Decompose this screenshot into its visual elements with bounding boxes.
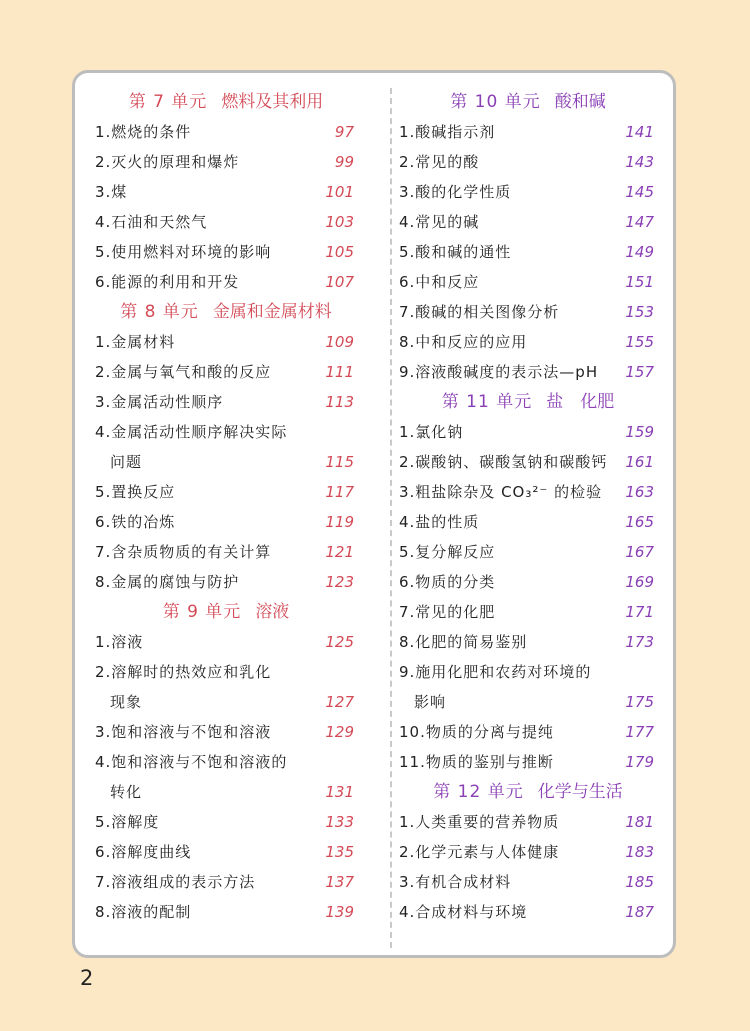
toc-entry[interactable] — [90, 897, 362, 927]
entry-title: 影响 — [414, 693, 447, 711]
entry-page-number: 137 — [325, 873, 354, 891]
entry-page-number: 101 — [325, 183, 354, 201]
entry-title: 5.酸和碱的通性 — [399, 243, 512, 261]
toc-entry[interactable] — [394, 717, 662, 747]
entry-page-number: 167 — [625, 543, 654, 561]
unit-number: 第 9 单元 — [162, 602, 242, 622]
entry-page-number: 127 — [325, 693, 354, 711]
toc-entry[interactable] — [90, 837, 362, 867]
entry-title: 4.金属活动性顺序解决实际 — [95, 423, 288, 441]
entry-title: 9.溶液酸碱度的表示法—pH — [399, 363, 599, 381]
entry-page-number: 111 — [325, 363, 354, 381]
left-column — [90, 87, 362, 927]
toc-entry[interactable] — [394, 507, 662, 537]
toc-entry[interactable] — [394, 417, 662, 447]
entry-page-number: 131 — [325, 783, 354, 801]
entry-title: 6.物质的分类 — [399, 573, 496, 591]
entry-title: 3.粗盐除杂及 CO₃²⁻ 的检验 — [399, 483, 603, 501]
entry-page-number: 163 — [625, 483, 654, 501]
entry-page-number: 185 — [625, 873, 654, 891]
toc-entry[interactable] — [394, 807, 662, 837]
toc-entry[interactable] — [90, 387, 362, 417]
toc-entry[interactable] — [394, 867, 662, 897]
entry-title: 4.合成材料与环境 — [399, 903, 528, 921]
entry-page-number: 165 — [625, 513, 654, 531]
unit-name: 化学与生活 — [537, 782, 623, 802]
entry-page-number: 161 — [625, 453, 654, 471]
entry-title: 6.溶解度曲线 — [95, 843, 192, 861]
toc-entry[interactable] — [394, 537, 662, 567]
entry-page-number: 175 — [625, 693, 654, 711]
toc-entry[interactable] — [90, 807, 362, 837]
unit-heading — [90, 597, 362, 627]
entry-page-number: 141 — [625, 123, 654, 141]
unit-heading — [394, 87, 662, 117]
entry-title: 7.溶液组成的表示方法 — [95, 873, 256, 891]
entry-title: 8.化肥的简易鉴别 — [399, 633, 528, 651]
entry-page-number: 171 — [625, 603, 654, 621]
entry-title: 5.溶解度 — [95, 813, 160, 831]
toc-entry[interactable] — [394, 327, 662, 357]
entry-page-number: 151 — [625, 273, 654, 291]
entry-page-number: 149 — [625, 243, 654, 261]
entry-title: 9.施用化肥和农药对环境的 — [399, 663, 592, 681]
entry-title: 8.金属的腐蚀与防护 — [95, 573, 240, 591]
unit-name: 盐 化肥 — [546, 392, 615, 412]
entry-page-number: 155 — [625, 333, 654, 351]
toc-entry[interactable] — [90, 447, 362, 477]
toc-entry[interactable] — [90, 237, 362, 267]
toc-entry[interactable] — [394, 837, 662, 867]
toc-entry[interactable] — [90, 627, 362, 657]
toc-entry[interactable] — [90, 207, 362, 237]
unit-heading — [394, 777, 662, 807]
toc-entry[interactable] — [90, 177, 362, 207]
entry-page-number: 105 — [325, 243, 354, 261]
toc-entry[interactable] — [90, 357, 362, 387]
toc-entry[interactable] — [394, 357, 662, 387]
entry-title: 1.氯化钠 — [399, 423, 464, 441]
entry-page-number: 159 — [625, 423, 654, 441]
entry-title: 4.石油和天然气 — [95, 213, 208, 231]
unit-number: 第 11 单元 — [441, 392, 533, 412]
entry-title: 5.使用燃料对环境的影响 — [95, 243, 272, 261]
entry-page-number: 147 — [625, 213, 654, 231]
toc-entry[interactable] — [394, 897, 662, 927]
entry-page-number: 143 — [625, 153, 654, 171]
entry-title: 2.碳酸钠、碳酸氢钠和碳酸钙 — [399, 453, 608, 471]
entry-page-number: 157 — [625, 363, 654, 381]
unit-name: 酸和碱 — [554, 92, 606, 112]
entry-title: 转化 — [110, 783, 143, 801]
toc-entry[interactable] — [90, 477, 362, 507]
entry-page-number: 117 — [325, 483, 354, 501]
entry-title: 4.常见的碱 — [399, 213, 480, 231]
toc-entry[interactable] — [394, 597, 662, 627]
entry-page-number: 183 — [625, 843, 654, 861]
column-divider — [390, 88, 392, 948]
entry-title: 2.灭火的原理和爆炸 — [95, 153, 240, 171]
toc-entry[interactable] — [90, 147, 362, 177]
entry-title: 7.含杂质物质的有关计算 — [95, 543, 272, 561]
toc-entry[interactable] — [90, 537, 362, 567]
toc-entry[interactable] — [394, 627, 662, 657]
toc-entry[interactable] — [90, 717, 362, 747]
toc-entry[interactable] — [90, 567, 362, 597]
toc-entry[interactable] — [90, 417, 362, 447]
entry-title: 5.置换反应 — [95, 483, 176, 501]
unit-number: 第 10 单元 — [450, 92, 541, 112]
entry-title: 8.溶液的配制 — [95, 903, 192, 921]
unit-heading — [394, 387, 662, 417]
unit-heading — [90, 87, 362, 117]
toc-entry[interactable] — [90, 687, 362, 717]
entry-page-number: 123 — [325, 573, 354, 591]
entry-title: 6.能源的利用和开发 — [95, 273, 240, 291]
entry-title: 1.燃烧的条件 — [95, 123, 192, 141]
toc-entry[interactable] — [394, 177, 662, 207]
entry-page-number: 139 — [325, 903, 354, 921]
unit-number: 第 12 单元 — [433, 782, 524, 802]
entry-title: 3.酸的化学性质 — [399, 183, 512, 201]
entry-page-number: 179 — [625, 753, 654, 771]
toc-entry[interactable] — [90, 117, 362, 147]
entry-page-number: 177 — [625, 723, 654, 741]
entry-title: 3.金属活动性顺序 — [95, 393, 224, 411]
toc-entry[interactable] — [394, 447, 662, 477]
entry-title: 10.物质的分离与提纯 — [399, 723, 554, 741]
entry-title: 7.酸碱的相关图像分析 — [399, 303, 560, 321]
unit-heading — [90, 297, 362, 327]
entry-title: 问题 — [110, 453, 143, 471]
toc-entry[interactable] — [394, 117, 662, 147]
entry-title: 4.盐的性质 — [399, 513, 480, 531]
entry-title: 2.金属与氧气和酸的反应 — [95, 363, 272, 381]
unit-name: 金属和金属材料 — [212, 302, 332, 322]
toc-entry[interactable] — [394, 687, 662, 717]
entry-page-number: 121 — [325, 543, 354, 561]
toc-entry[interactable] — [90, 777, 362, 807]
toc-entry[interactable] — [394, 567, 662, 597]
unit-number: 第 8 单元 — [120, 302, 199, 322]
entry-page-number: 187 — [625, 903, 654, 921]
entry-page-number: 173 — [625, 633, 654, 651]
entry-title: 2.溶解时的热效应和乳化 — [95, 663, 272, 681]
entry-title: 1.金属材料 — [95, 333, 176, 351]
toc-entry[interactable] — [394, 657, 662, 687]
entry-page-number: 145 — [625, 183, 654, 201]
entry-page-number: 115 — [325, 453, 354, 471]
entry-page-number: 113 — [325, 393, 354, 411]
entry-title: 6.中和反应 — [399, 273, 480, 291]
entry-title: 4.饱和溶液与不饱和溶液的 — [95, 753, 288, 771]
entry-page-number: 133 — [325, 813, 354, 831]
entry-page-number: 119 — [325, 513, 354, 531]
entry-title: 2.化学元素与人体健康 — [399, 843, 560, 861]
toc-entry[interactable] — [394, 747, 662, 777]
right-column — [394, 87, 662, 927]
entry-title: 1.溶液 — [95, 633, 144, 651]
entry-page-number: 181 — [625, 813, 654, 831]
toc-entry[interactable] — [90, 657, 362, 687]
unit-number: 第 7 单元 — [128, 92, 208, 112]
toc-entry[interactable] — [394, 297, 662, 327]
entry-title: 2.常见的酸 — [399, 153, 480, 171]
entry-title: 5.复分解反应 — [399, 543, 496, 561]
entry-title: 3.有机合成材料 — [399, 873, 512, 891]
toc-entry[interactable] — [394, 207, 662, 237]
entry-title: 8.中和反应的应用 — [399, 333, 528, 351]
entry-page-number: 153 — [625, 303, 654, 321]
entry-title: 11.物质的鉴别与推断 — [399, 753, 554, 771]
unit-name: 溶液 — [255, 602, 290, 622]
entry-page-number: 97 — [334, 123, 354, 141]
toc-entry[interactable] — [90, 867, 362, 897]
toc-entry[interactable] — [394, 477, 662, 507]
entry-title: 3.煤 — [95, 183, 128, 201]
unit-name: 燃料及其利用 — [221, 92, 324, 112]
entry-page-number: 129 — [325, 723, 354, 741]
entry-title: 1.酸碱指示剂 — [399, 123, 496, 141]
entry-title: 现象 — [110, 693, 143, 711]
toc-entry[interactable] — [394, 237, 662, 267]
toc-entry[interactable] — [90, 747, 362, 777]
entry-title: 3.饱和溶液与不饱和溶液 — [95, 723, 272, 741]
entry-page-number: 103 — [325, 213, 354, 231]
entry-page-number: 99 — [334, 153, 354, 171]
toc-entry[interactable] — [90, 267, 362, 297]
entry-title: 6.铁的冶炼 — [95, 513, 176, 531]
toc-entry[interactable] — [90, 507, 362, 537]
toc-entry[interactable] — [394, 147, 662, 177]
toc-entry[interactable] — [90, 327, 362, 357]
entry-page-number: 109 — [325, 333, 354, 351]
toc-entry[interactable] — [394, 267, 662, 297]
entry-title: 1.人类重要的营养物质 — [399, 813, 560, 831]
entry-page-number: 125 — [325, 633, 354, 651]
entry-page-number: 107 — [325, 273, 354, 291]
entry-title: 7.常见的化肥 — [399, 603, 496, 621]
page-number: 2 — [80, 966, 94, 990]
entry-page-number: 135 — [325, 843, 354, 861]
entry-page-number: 169 — [625, 573, 654, 591]
